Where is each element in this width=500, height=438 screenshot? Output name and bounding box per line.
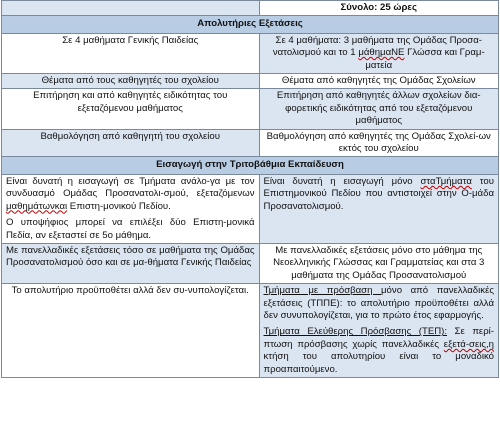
text-fragment: Σε 4 μαθήματα: 3 μαθήματα της Ομάδας Προσα-νατολισμού και το 1: [272, 34, 482, 59]
underlined-fragment: Τμήματα με πρόσβαση: [263, 285, 382, 297]
cell-left: Σε 4 μαθήματα Γενικής Παιδείας: [2, 33, 260, 73]
cell-left: Με πανελλαδικές εξετάσεις τόσο σε μαθήματα της Ομάδας Προσανατολισμού όσο και σε μα-θήματα Γενικής Παιδείας: [2, 243, 260, 283]
text-fragment: μόνο από πανελλαδικές εξετάσεις (ΤΠΠΕ): το απολυτήριο προϋποθέτει αλλά δεν συνυπολογίζεται, για το πρώτο έτος εφαρμογής.: [263, 285, 494, 321]
cell-right: [259, 284, 499, 378]
cell-left: Το απολυτήριο προϋποθέτει αλλά δεν συ-νυπολογίζεται.: [2, 284, 260, 378]
section-header-row: [2, 16, 499, 33]
table-row: [2, 89, 499, 129]
table-row: [2, 284, 499, 378]
text-fragment: κτήση του απολυτηρίου είναι το μοναδικό προαπαιτούμενο.: [263, 351, 494, 375]
paragraph: [264, 285, 495, 322]
text-fragment: του Επιστημονικού Πεδίου που αντιστοιχεί στην Ο-μάδα Προσανατολισμού.: [263, 175, 495, 212]
text-fragment: Σε περί-πτωση πρόσβασης χωρίς πανελλαδικές: [263, 326, 494, 350]
cell-right: Επιτήρηση από καθηγητές άλλων σχολείων δια-φορετικής ειδικότητας από του εξεταζόμενου μαθήματος: [259, 89, 499, 129]
section-header-row: [2, 157, 499, 174]
paragraph: [264, 326, 495, 376]
top-left-cell: [2, 1, 260, 16]
text-fragment: Είναι δυνατή η εισαγωγή μόνο: [263, 175, 421, 187]
total-hours-row: [2, 1, 499, 16]
table-row: [2, 174, 499, 243]
table-row: [2, 33, 499, 73]
total-hours-cell: Σύνολο: 25 ώρες: [259, 1, 499, 16]
table-row: [2, 74, 499, 89]
cell-right: Θέματα από καθηγητές της Ομάδας Σχολείων: [259, 74, 499, 89]
cell-right: [259, 174, 499, 243]
cell-left: Θέματα από τους καθηγητές του σχολείου: [2, 74, 260, 89]
cell-right: Με πανελλαδικές εξετάσεις μόνο στο μάθημα της Νεοελληνικής Γλώσσας και Γραμματείας και στα 3 μαθήματα της Ομάδας Προσανατολισμού: [259, 243, 499, 283]
text-fragment: Επιστη-μονικού Πεδίου.: [67, 200, 171, 212]
spellcheck-fragment: μάθημαΝΕ: [358, 47, 405, 59]
paragraph: Ο υποψήφιος μπορεί να επιλέξει δύο Επιστη-μονικά Πεδία, αν εξεταστεί σε 5ο μάθημα.: [6, 217, 255, 241]
spellcheck-fragment: εξετά-σεις,η: [443, 338, 494, 350]
table-row: [2, 129, 499, 157]
text-fragment: Γλώσσα και Γραμ-ματεία: [365, 47, 485, 71]
paragraph: [6, 176, 255, 213]
cell-left: [2, 174, 260, 243]
spellcheck-fragment: μαθημάτωνκαι: [6, 200, 68, 212]
cell-right: [259, 33, 499, 73]
table-row: [2, 243, 499, 283]
section-title-university-entrance: Εισαγωγή στην Τριτοβάθμια Εκπαίδευση: [2, 157, 499, 174]
comparison-table: [1, 0, 499, 378]
cell-left: Βαθμολόγηση από καθηγητή του σχολείου: [2, 129, 260, 157]
underlined-fragment: Τμήματα Ελεύθερης Πρόσβασης (ΤΕΠ):: [263, 326, 448, 338]
spellcheck-fragment: σταΤμήματα: [420, 175, 472, 187]
cell-left: Επιτήρηση και από καθηγητές ειδικότητας του εξεταζόμενου μαθήματος: [2, 89, 260, 129]
section-title-final-exams: Απολυτήριες Εξετάσεις: [2, 16, 499, 33]
cell-right: Βαθμολόγηση από καθηγητές της Ομάδας Σχολεί-ων εκτός του σχολείου: [259, 129, 499, 157]
text-fragment: Είναι δυνατή η εισαγωγή σε Τμήματα ανάλο-γα με τον συνδυασμό Ομάδας Προσανατολι-σμού, εξεταζόμενων: [6, 175, 255, 200]
